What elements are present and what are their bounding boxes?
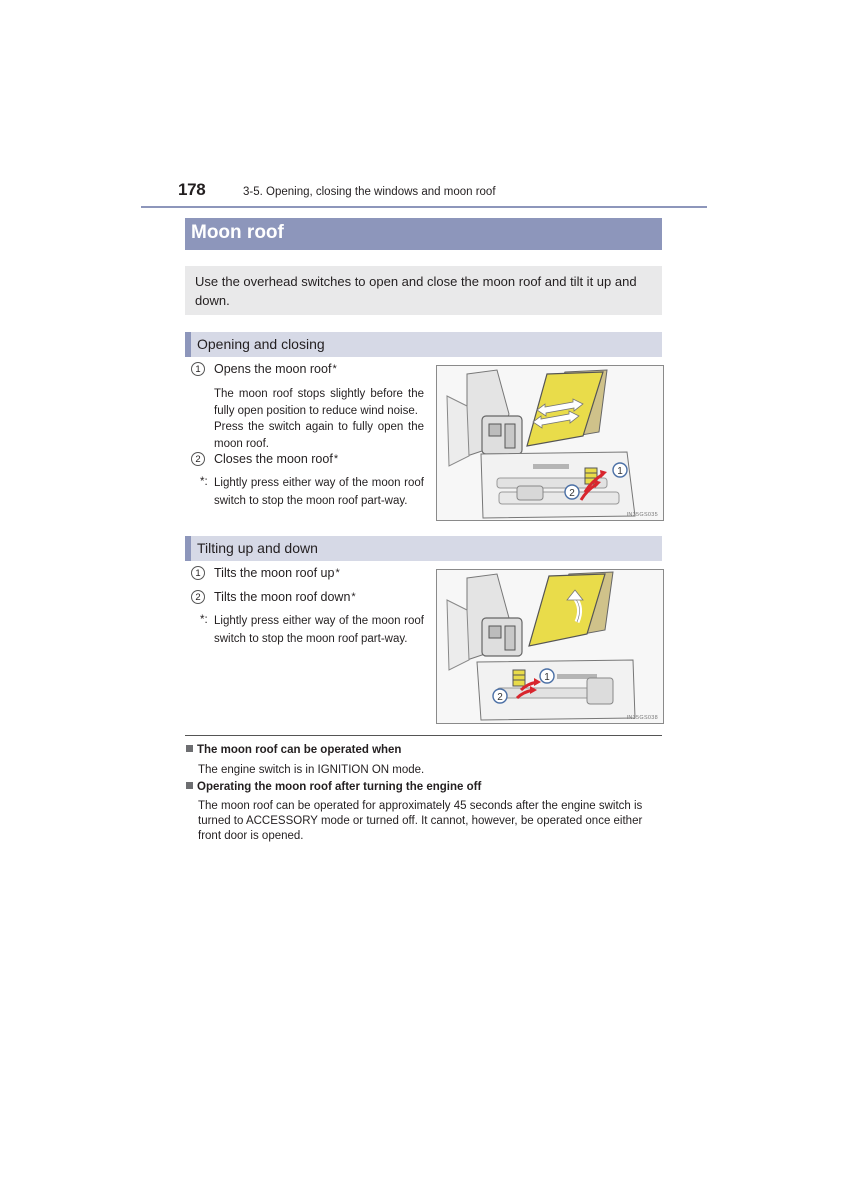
intro-box (185, 266, 662, 315)
overhead-console-tilt-diagram (437, 570, 663, 723)
item-label: Tilts the moon roof down (214, 590, 351, 604)
page-title: Moon roof (191, 222, 284, 243)
info-body-after-engine-off: The moon roof can be operated for approximately 45 seconds after the engine switch is turned to ACCESSORY mode or turned off. It cannot, however, be operated once either front door is opened. (198, 800, 643, 842)
square-bullet-icon (186, 782, 193, 789)
section-heading-tilting (185, 536, 662, 561)
list-item-tilt-down (191, 590, 356, 604)
section-heading-opening (185, 332, 662, 357)
page-title-bar (185, 218, 662, 250)
list-item-closes (191, 452, 338, 466)
intro-text: Use the overhead switches to open and close the moon roof and tilt it up and down. (195, 274, 637, 308)
circled-number-icon: 1 (191, 566, 205, 580)
footnote-mark: *: (200, 614, 208, 626)
section-heading-tilting-label: Tilting up and down (197, 540, 318, 556)
info-divider (185, 735, 662, 736)
info-heading-after-engine-off (186, 781, 481, 793)
square-bullet-icon (186, 745, 193, 752)
moon-roof-open-close-illustration (436, 365, 664, 521)
note-press-again: Press the switch again to fully open the moon roof. (214, 421, 424, 450)
list-item-tilt-up (191, 566, 340, 580)
note-stops-early: The moon roof stops slightly before the fully open position to reduce wind noise. (214, 388, 424, 417)
info-body-operable: The engine switch is in IGNITION ON mode. (198, 764, 425, 776)
footnote-text: Lightly press either way of the moon roof switch to stop the moon roof part-way. (214, 477, 424, 507)
page-number: 178 (178, 180, 206, 199)
list-item-opens (191, 362, 337, 376)
footnote-text: Lightly press either way of the moon roof switch to stop the moon roof part-way. (214, 615, 424, 645)
item-label: Tilts the moon roof up (214, 566, 335, 580)
info-heading-operable (186, 744, 401, 756)
callout-1: 1 (617, 466, 623, 477)
circled-number-icon: 2 (191, 452, 205, 466)
running-header: 3-5. Opening, closing the windows and moon roof (243, 186, 496, 198)
info-heading-text: The moon roof can be operated when (197, 744, 402, 756)
callout-2: 2 (497, 692, 503, 703)
callout-2: 2 (569, 488, 575, 499)
moon-roof-tilt-illustration (436, 569, 664, 724)
header-rule (141, 206, 707, 208)
asterisk-mark: * (333, 453, 339, 465)
overhead-console-diagram (437, 366, 663, 520)
info-heading-text: Operating the moon roof after turning the engine off (197, 781, 482, 793)
figure-code: IN35GS035 (626, 512, 658, 518)
circled-number-icon: 2 (191, 590, 205, 604)
figure-code: IN35GS038 (626, 715, 658, 721)
footnote-mark: *: (200, 476, 208, 488)
item-label: Closes the moon roof (214, 452, 333, 466)
asterisk-mark: * (351, 591, 356, 603)
section-heading-opening-label: Opening and closing (197, 336, 325, 352)
item-label: Opens the moon roof (214, 362, 332, 376)
asterisk-mark: * (335, 567, 340, 579)
circled-number-icon: 1 (191, 362, 205, 376)
callout-1: 1 (544, 672, 550, 683)
asterisk-mark: * (332, 363, 337, 375)
